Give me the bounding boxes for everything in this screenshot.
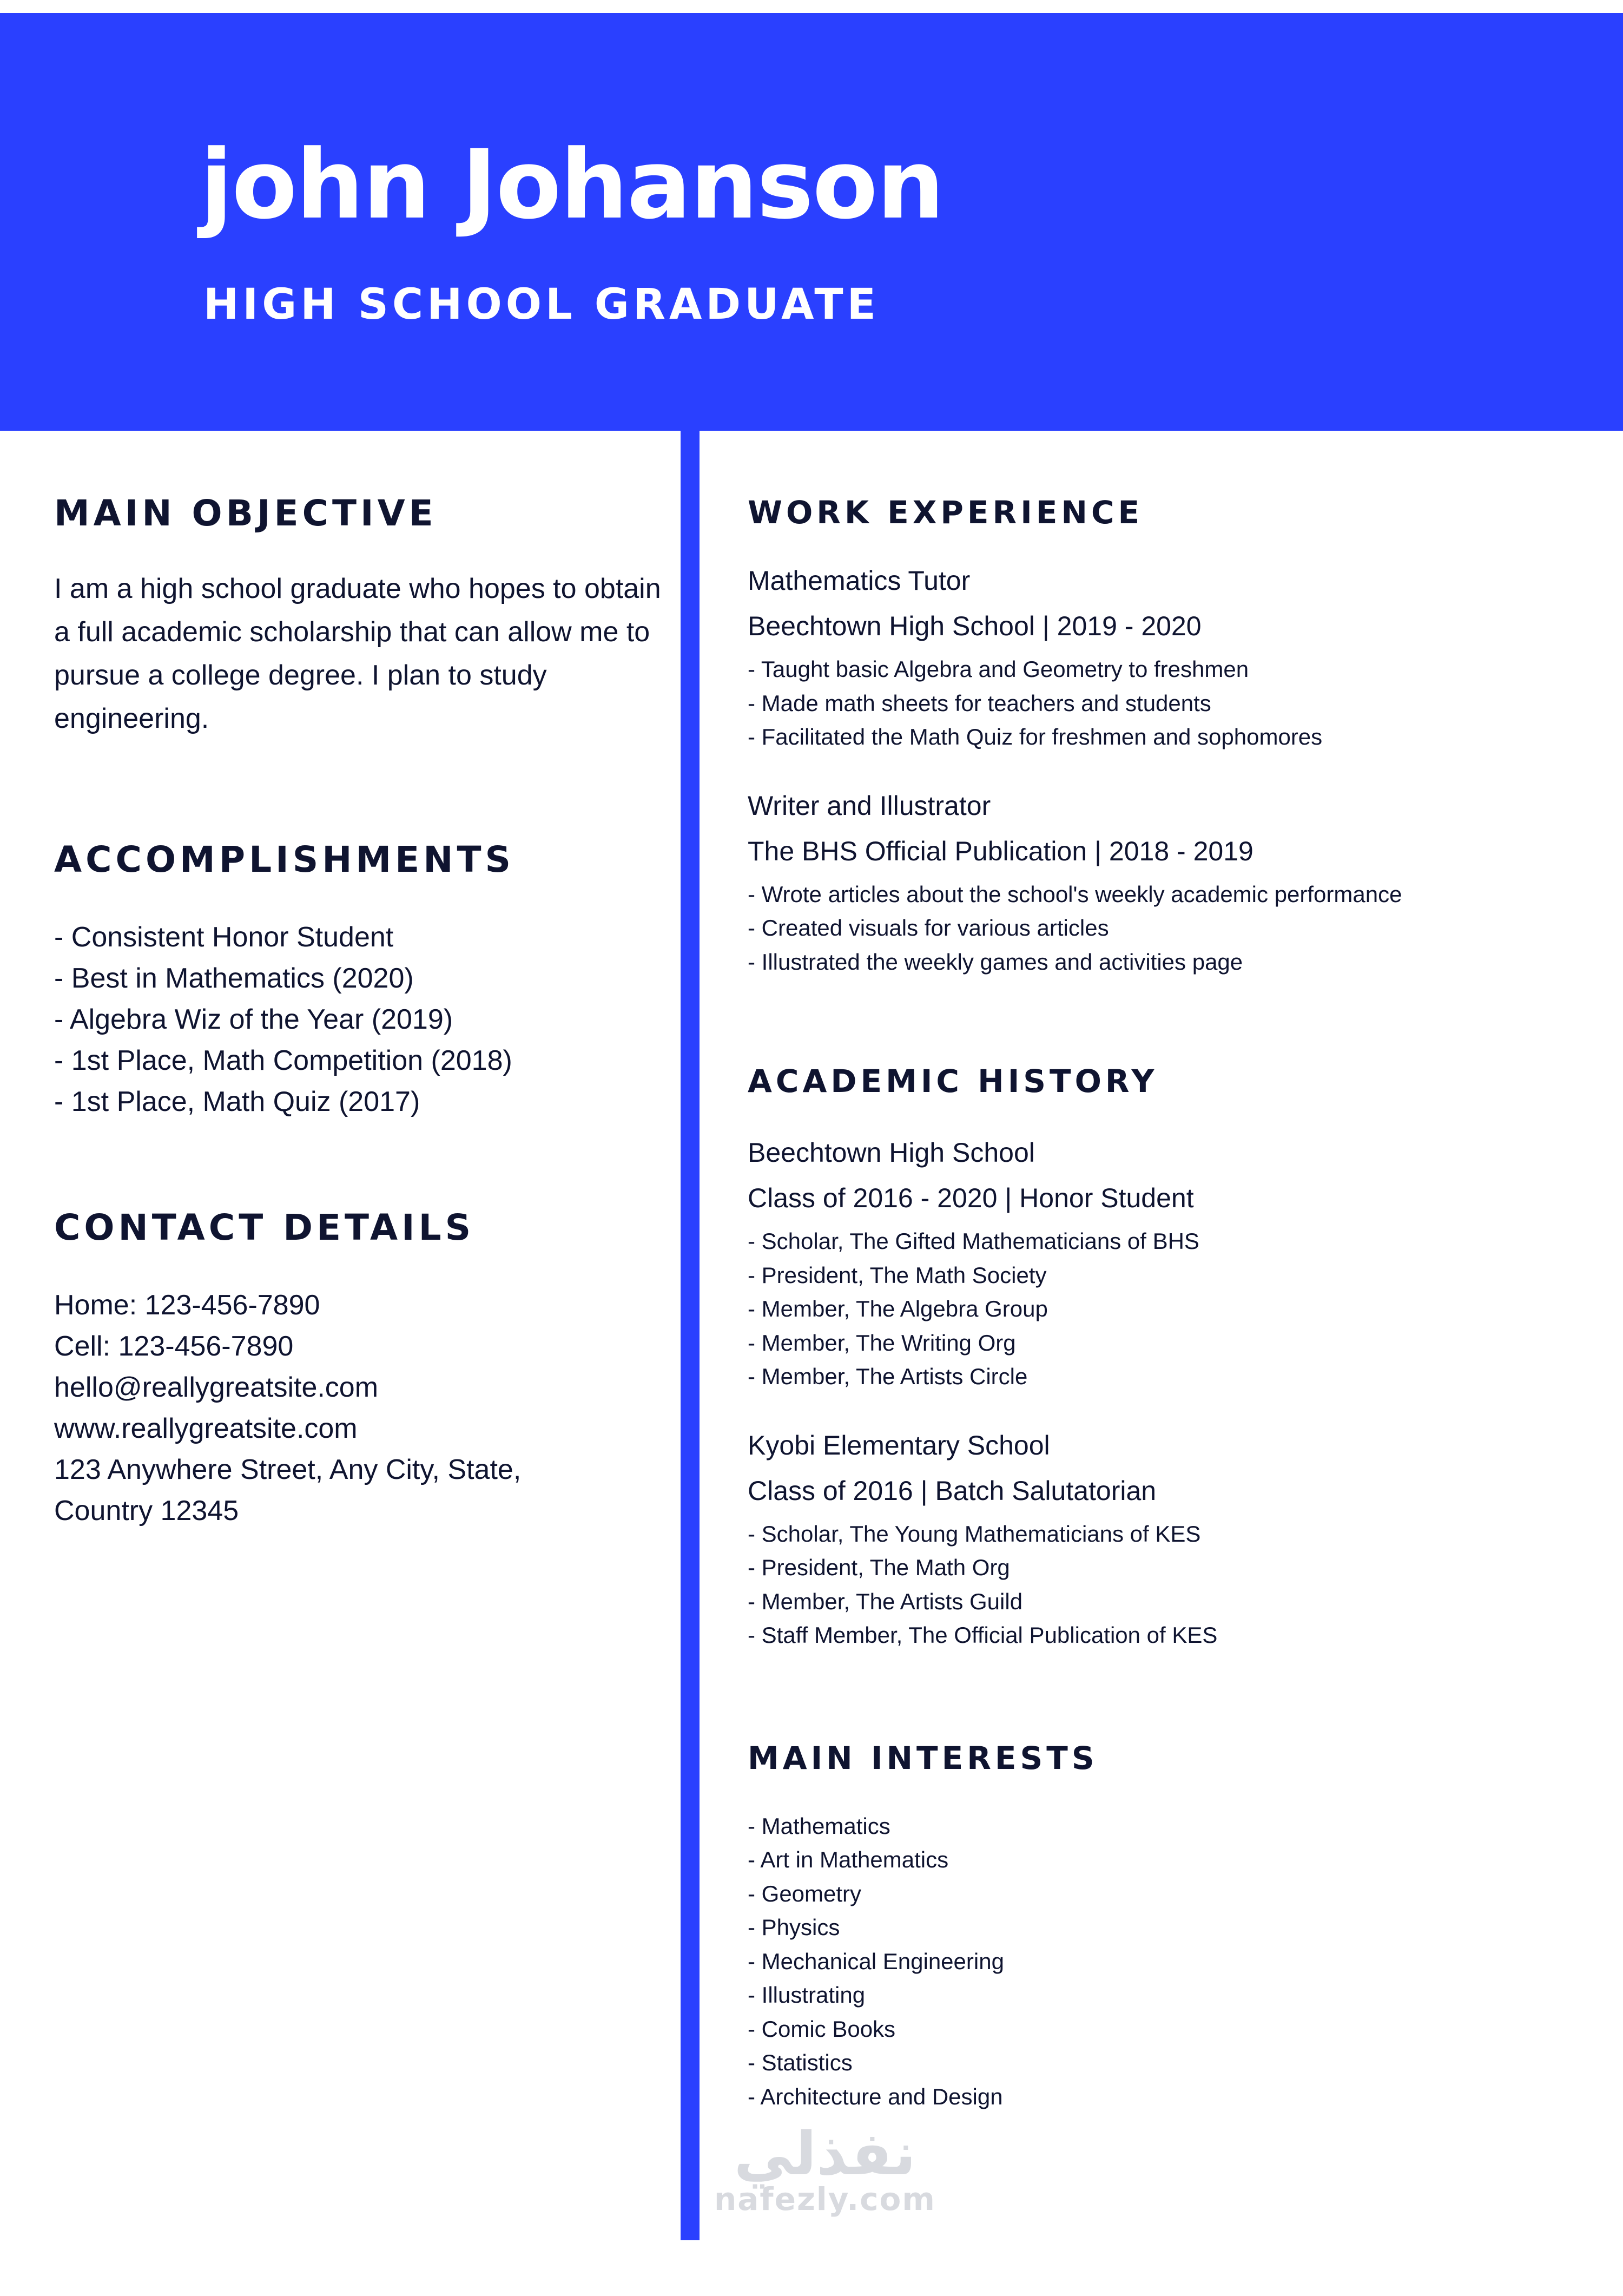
- objective-heading: MAIN OBJECTIVE: [54, 492, 437, 534]
- left-column: [54, 487, 671, 1531]
- job-title: Mathematics Tutor: [748, 565, 971, 596]
- job-employer: Beechtown High School | 2019 - 2020: [748, 611, 1202, 641]
- list-item: - President, The Math Society: [748, 1262, 1047, 1288]
- list-item: - Scholar, The Young Mathematicians of KES: [748, 1521, 1201, 1547]
- interests-heading: MAIN INTERESTS: [748, 1739, 1098, 1777]
- list-item: - Algebra Wiz of the Year (2019): [54, 1004, 453, 1035]
- list-item: - Statistics: [748, 2050, 853, 2075]
- list-item: - Facilitated the Math Quiz for freshmen and sophomores: [748, 724, 1323, 749]
- list-item: - Staff Member, The Official Publication of KES: [748, 1622, 1218, 1648]
- job-title: Writer and Illustrator: [748, 790, 991, 821]
- header-banner: [0, 13, 1623, 431]
- contact-list: [54, 1285, 671, 1531]
- contact-website[interactable]: www.reallygreatsite.com: [54, 1413, 358, 1444]
- person-name: john Johanson: [200, 129, 944, 240]
- right-column: [748, 487, 1592, 2114]
- accomplishments-list: [54, 917, 671, 1122]
- list-item: - Member, The Writing Org: [748, 1330, 1016, 1356]
- job-duties: [748, 653, 1592, 754]
- list-item: - Created visuals for various articles: [748, 915, 1109, 940]
- list-item: - Art in Mathematics: [748, 1847, 949, 1872]
- academic-heading: ACADEMIC HISTORY: [748, 1063, 1158, 1100]
- watermark-arabic: نفذلي: [734, 2119, 916, 2188]
- school-name: Beechtown High School: [748, 1137, 1035, 1168]
- objective-text: I am a high school graduate who hopes to obtain a full academic scholarship that can allow me to pursue a college degree. I plan to study engineering.: [54, 573, 661, 734]
- list-item: - Mathematics: [748, 1813, 890, 1839]
- contact-home: Home: 123-456-7890: [54, 1290, 320, 1321]
- list-item: - President, The Math Org: [748, 1555, 1010, 1580]
- list-item: - Illustrated the weekly games and activities page: [748, 949, 1243, 975]
- job-entry: [748, 792, 1592, 979]
- watermark-latin: nafezly.com: [714, 2181, 936, 2218]
- column-divider: [681, 431, 700, 2240]
- contact-cell: Cell: 123-456-7890: [54, 1331, 294, 1362]
- school-class: Class of 2016 | Batch Salutatorian: [748, 1475, 1157, 1506]
- list-item: - Taught basic Algebra and Geometry to freshmen: [748, 656, 1249, 682]
- interests-list: [748, 1810, 1592, 2114]
- job-entry: [748, 567, 1592, 754]
- list-item: - Scholar, The Gifted Mathematicians of BHS: [748, 1228, 1199, 1254]
- contact-email[interactable]: hello@reallygreatsite.com: [54, 1372, 379, 1403]
- list-item: - Illustrating: [748, 1982, 866, 2008]
- list-item: - Made math sheets for teachers and students: [748, 690, 1211, 716]
- list-item: - Member, The Artists Circle: [748, 1364, 1028, 1389]
- list-item: - Architecture and Design: [748, 2083, 1003, 2109]
- list-item: - 1st Place, Math Competition (2018): [54, 1045, 512, 1076]
- list-item: - Geometry: [748, 1880, 862, 1906]
- list-item: - Member, The Artists Guild: [748, 1588, 1023, 1614]
- list-item: - Mechanical Engineering: [748, 1948, 1004, 1974]
- list-item: - 1st Place, Math Quiz (2017): [54, 1086, 420, 1117]
- school-name: Kyobi Elementary School: [748, 1430, 1050, 1461]
- list-item: - Member, The Algebra Group: [748, 1296, 1048, 1321]
- contact-heading: CONTACT DETAILS: [54, 1207, 475, 1248]
- list-item: - Best in Mathematics (2020): [54, 963, 414, 994]
- watermark: [714, 2119, 936, 2218]
- contact-address-line-1: 123 Anywhere Street, Any City, State,: [54, 1454, 522, 1485]
- school-activities: [748, 1517, 1592, 1653]
- list-item: - Comic Books: [748, 2016, 896, 2042]
- contact-address-line-2: Country 12345: [54, 1495, 239, 1527]
- list-item: - Physics: [748, 1915, 840, 1940]
- work-heading: WORK EXPERIENCE: [748, 494, 1144, 531]
- list-item: - Wrote articles about the school's weekly academic performance: [748, 881, 1402, 907]
- list-item: - Consistent Honor Student: [54, 922, 394, 953]
- job-duties: [748, 878, 1592, 979]
- school-class: Class of 2016 - 2020 | Honor Student: [748, 1183, 1194, 1213]
- job-title-heading: HIGH SCHOOL GRADUATE: [203, 280, 880, 329]
- job-employer: The BHS Official Publication | 2018 - 2019: [748, 835, 1253, 866]
- school-entry: [748, 1432, 1592, 1653]
- school-activities: [748, 1225, 1592, 1394]
- school-entry: [748, 1139, 1592, 1394]
- accomplishments-heading: ACCOMPLISHMENTS: [54, 839, 515, 880]
